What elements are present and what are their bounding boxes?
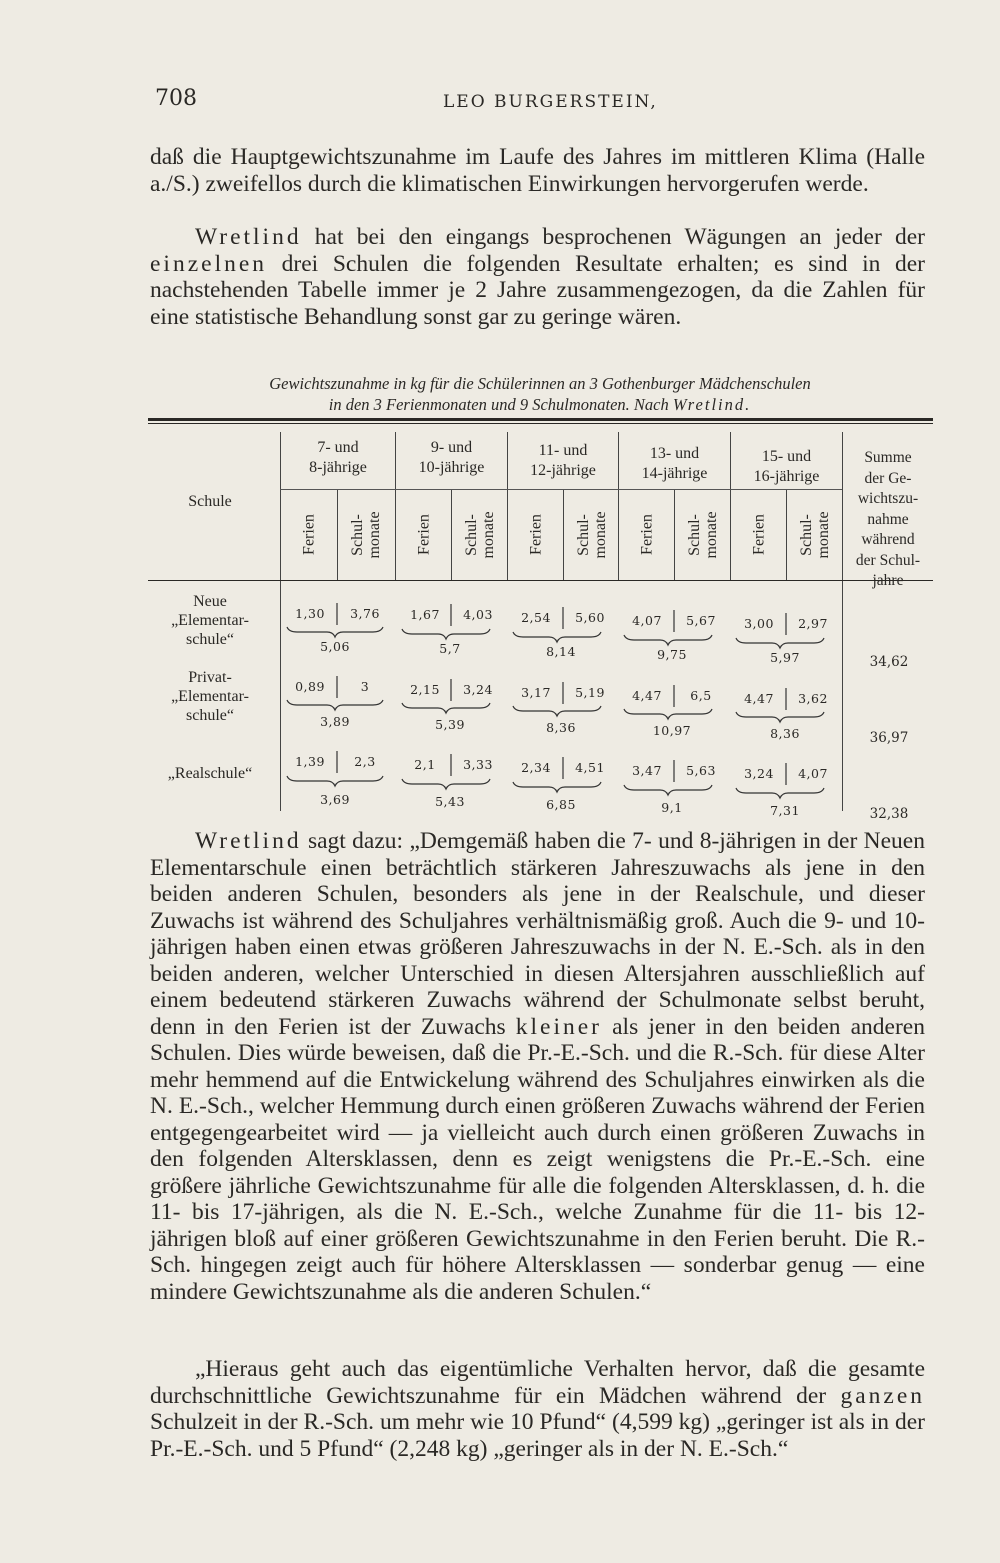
cell-value: 3 <box>360 679 370 694</box>
paragraph-intro: daß die Hauptgewichtszunahme im Laufe des Jahres im mittleren Klima (Halle a./S.) zweifellos durch die klimatischen Einwirkungen hervorgerufen werde. <box>150 144 925 197</box>
cell-value: 4,07 <box>798 766 828 781</box>
total-value: 9,75 <box>657 647 687 662</box>
total-value: 5,7 <box>439 641 461 656</box>
cell-value: 1,67 <box>410 607 440 622</box>
cell-value: 3,62 <box>798 691 828 706</box>
subheader-schulmonate: Schul- monate <box>349 511 383 559</box>
author-name: Wretlind <box>195 224 302 250</box>
cell-value: 2,15 <box>410 682 440 697</box>
header-schule: Schule <box>188 493 232 510</box>
row-label-privat-elementarschule: Privat- „Elementar- schule“ <box>171 669 249 724</box>
author-name: Wretlind <box>195 828 302 854</box>
subheader-ferien: Ferien <box>300 514 318 555</box>
cell-value: 6,5 <box>690 688 712 703</box>
subheader-schulmonate: Schul- monate <box>575 511 609 559</box>
cell-value: 4,47 <box>744 691 774 706</box>
caption-line-1: Gewichtszunahme in kg für die Schülerinnen an 3 Gothenburger Mädchenschulen <box>269 374 811 393</box>
subheader-schulmonate: Schul- monate <box>798 511 832 559</box>
paragraph-wretlind-results: Wretlind hat bei den eingangs besprochenen Wägungen an jeder der einzelnen drei Schulen die folgenden Resultate erhalten; es sind in der nachstehenden Tabelle immer je 2 Jahre zusammengezogen, da die Zahlen für eine statistische Behandlung sonst gar zu geringe wären. <box>150 224 925 330</box>
cell-value: 3,00 <box>744 616 774 631</box>
total-value: 9,1 <box>661 800 683 815</box>
cell-value: 3,24 <box>744 766 774 781</box>
sum-value: 36,97 <box>869 730 909 746</box>
paragraph-wretlind-quote: Wretlind sagt dazu: „Demgemäß haben die 7- und 8-jährigen in der Neuen Elementarschule einen beträchtlich stärkeren Jahreszuwachs als jene in den beiden anderen Schulen, besonders als jene in der Realschule, und dieser Zuwachs ist während des Schuljahres verhältnismäßig groß. Auch die 9- und 10-jährigen haben einen etwas größeren Jahreszuwachs in der N. E.-Sch. als in den beiden anderen, welcher Unterschied in diesen Altersjahren ausschließlich auf einem bedeutend stärkeren Zuwachs während der Schulmonate selbst beruht, denn in den Ferien ist der Zuwachs kleiner als jener in den beiden anderen Schulen. Dies würde beweisen, daß die Pr.-E.-Sch. und die R.-Sch. für diese Alter mehr hemmend auf die Entwickelung während des Schuljahres einwirken als die N. E.-Sch., welcher Hemmung durch einen größeren Zuwachs während der Ferien entgegengearbeitet wird — ja vielleicht auch durch einen größeren Zuwachs in den folgenden Altersklassen, denn es zeigt wenigstens die Pr.-E.-Sch. eine größere jährliche Gewichtszunahme für alle die folgenden Altersklassen, d. h. die 11- bis 17-jährigen, als die N. E.-Sch., welche Zunahme für die 11- bis 12-jährigen bloß auf einer größeren Gewichtszunahme in den Ferien beruht. Die R.-Sch. hingegen zeigt auch für höhere Altersklassen — sonderbar genug — eine mindere Gewichtszunahme als die anderen Schulen.“ <box>150 828 925 1305</box>
cell-value: 4,47 <box>632 688 662 703</box>
running-head: LEO BURGERSTEIN, <box>443 92 658 112</box>
cell-value: 2,54 <box>521 610 551 625</box>
header-age-7-8: 7- und 8-jährige <box>309 439 367 476</box>
row-label-realschule: „Realschule“ <box>167 765 253 782</box>
total-value: 3,69 <box>320 792 350 807</box>
total-value: 7,31 <box>770 803 800 818</box>
total-value: 6,85 <box>546 797 576 812</box>
cell-value: 3,17 <box>521 685 551 700</box>
cell-value: 5,60 <box>575 610 605 625</box>
cell-value: 3,33 <box>463 757 493 772</box>
cell-value: 2,97 <box>798 616 828 631</box>
cell-value: 2,1 <box>414 757 436 772</box>
sum-value: 32,38 <box>869 806 909 822</box>
cell-value: 4,07 <box>632 613 662 628</box>
cell-value: 5,63 <box>686 763 716 778</box>
table-top-rule <box>148 418 933 421</box>
cell-value: 4,03 <box>463 607 493 622</box>
cell-value: 2,34 <box>521 760 551 775</box>
paragraph-conclusion: „Hieraus geht auch das eigentümliche Verhalten hervor, daß die gesamte durchschnittliche Gewichtszunahme für ein Mädchen während der ganzen Schulzeit in der R.-Sch. um mehr wie 10 Pfund“ (4,599 kg) „geringer ist als in der Pr.-E.-Sch. und 5 Pfund“ (2,248 kg) „geringer als in der N. E.-Sch.“ <box>150 1356 925 1462</box>
cell-value: 1,39 <box>295 754 325 769</box>
cell-value: 0,89 <box>295 679 325 694</box>
page-number: 708 <box>155 86 197 111</box>
page-header <box>155 86 935 116</box>
cell-value: 4,51 <box>575 760 605 775</box>
total-value: 5,43 <box>435 794 465 809</box>
total-value: 5,39 <box>435 717 465 732</box>
subheader-schulmonate: Schul- monate <box>686 511 720 559</box>
table-header-rule <box>148 580 933 581</box>
total-value: 5,97 <box>770 650 800 665</box>
header-age-11-12: 11- und 12-jährige <box>530 442 596 479</box>
row-label-neue-elementarschule: Neue „Elementar- schule“ <box>171 593 249 648</box>
total-value: 8,36 <box>770 726 800 741</box>
subheader-ferien: Ferien <box>415 514 433 555</box>
subheader-ferien: Ferien <box>638 514 656 555</box>
header-age-9-10: 9- und 10-jährige <box>418 439 485 476</box>
cell-value: 5,67 <box>686 613 716 628</box>
total-value: 5,06 <box>320 639 350 654</box>
header-summe: Summe der Ge- wichtszu- nahme während der Schul- jahre <box>855 449 921 589</box>
header-age-15-16: 15- und 16-jährige <box>753 448 820 485</box>
table-caption: Gewichtszunahme in kg für die Schülerinnen an 3 Gothenburger Mädchenschulen in den 3 Ferienmonaten und 9 Schulmonaten. Nach Wretlind. <box>269 374 811 414</box>
cell-value: 3,24 <box>463 682 493 697</box>
caption-line-2: in den 3 Ferienmonaten und 9 Schulmonaten. Nach <box>328 395 673 414</box>
cell-value: 5,19 <box>575 685 605 700</box>
subheader-ferien: Ferien <box>750 514 768 555</box>
cell-value: 1,30 <box>295 606 325 621</box>
header-age-13-14: 13- und 14-jährige <box>641 445 708 482</box>
total-value: 8,36 <box>546 720 576 735</box>
sum-value: 34,62 <box>869 654 909 670</box>
cell-value: 2,3 <box>354 754 376 769</box>
subheader-schulmonate: Schul- monate <box>463 511 497 559</box>
total-value: 10,97 <box>652 723 692 738</box>
cell-value: 3,47 <box>632 763 662 778</box>
total-value: 8,14 <box>546 644 576 659</box>
cell-value: 3,76 <box>350 606 380 621</box>
total-value: 3,89 <box>320 714 350 729</box>
subheader-ferien: Ferien <box>527 514 545 555</box>
